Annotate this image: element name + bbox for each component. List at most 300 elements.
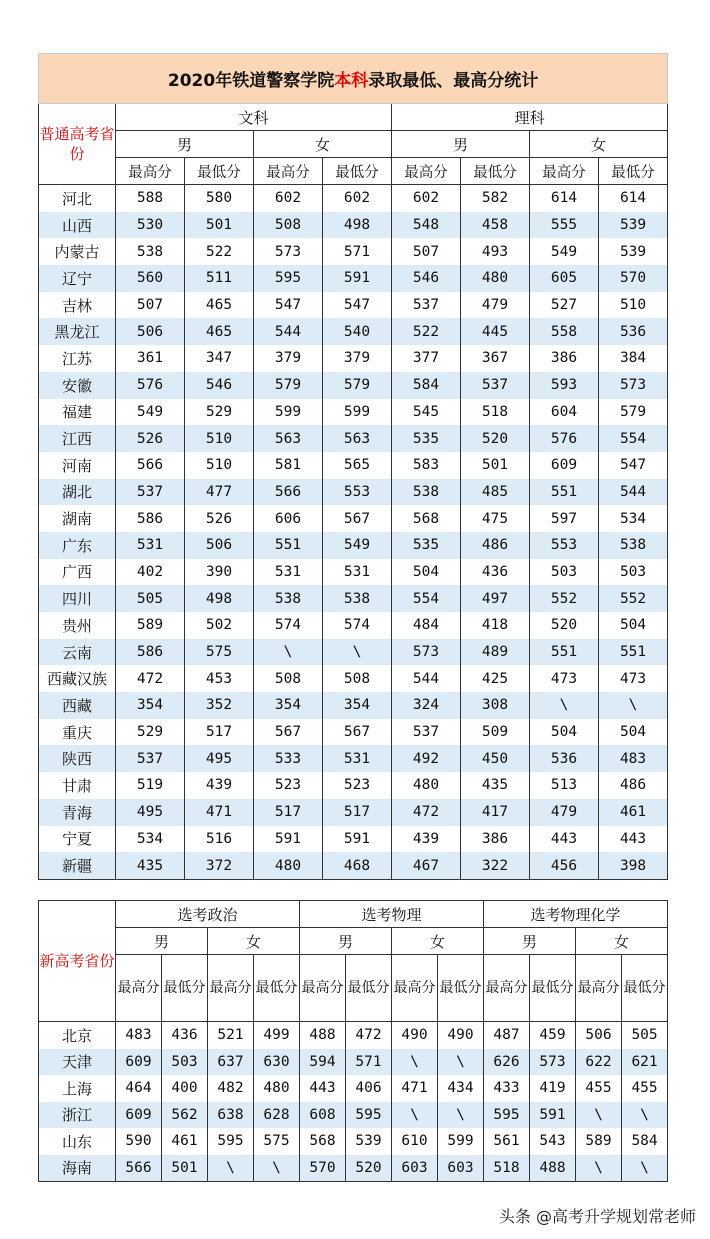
score-cell: 540 [323,318,392,345]
score-cell: 504 [599,612,668,639]
score-cell: 354 [254,692,323,719]
score-cell: 513 [530,772,599,799]
table-row [39,1128,668,1155]
province-cell: 福建 [39,399,116,426]
metric-header: 最高分 [254,158,323,185]
score-cell: 567 [323,505,392,532]
score-cell: 465 [185,318,254,345]
score-cell: 549 [116,399,185,426]
province-cell: 吉林 [39,292,116,319]
score-cell: 547 [599,452,668,479]
table-row [39,826,668,853]
score-cell: 579 [599,399,668,426]
province-cell: 贵州 [39,612,116,639]
watermark: 头条 @高考升学规划常老师 [498,1207,696,1226]
score-cell: 602 [392,185,461,212]
score-cell: 591 [254,826,323,853]
score-cell: 603 [438,1155,484,1182]
score-cell: 595 [254,265,323,292]
score-cell: 398 [599,852,668,879]
score-cell: 591 [530,1102,576,1129]
score-cell: 628 [254,1102,300,1129]
score-cell: 501 [461,452,530,479]
score-cell: 535 [392,425,461,452]
province-cell: 青海 [39,799,116,826]
metric-header: 最高分 [208,955,254,1022]
score-cell: 495 [116,799,185,826]
province-header: 新高考省份 [39,901,116,1022]
score-cell: 523 [254,772,323,799]
table-row [39,719,668,746]
score-cell: 417 [461,799,530,826]
score-cell: 599 [254,399,323,426]
score-cell: 516 [185,826,254,853]
score-cell: 579 [254,372,323,399]
table-row [39,505,668,532]
score-cell: 361 [116,345,185,372]
score-cell: 595 [208,1128,254,1155]
gender-header: 男 [300,928,392,955]
province-cell: 湖南 [39,505,116,532]
score-cell: 565 [323,452,392,479]
score-cell: \ [208,1155,254,1182]
score-cell: 347 [185,345,254,372]
score-cell: 480 [461,265,530,292]
score-cell: 531 [116,532,185,559]
score-cell: 560 [116,265,185,292]
score-cell: 480 [254,1075,300,1102]
score-cell: 568 [300,1128,346,1155]
page-title: 2020年铁道警察学院本科录取最低、最高分统计 [39,54,668,104]
score-cell: \ [392,1049,438,1076]
score-cell: 436 [461,559,530,586]
score-cell: 594 [300,1049,346,1076]
score-cell: 571 [323,238,392,265]
gender-header: 男 [484,928,576,955]
score-cell: 468 [323,852,392,879]
group-header: 选考政治 [116,901,300,928]
score-cell: 308 [461,692,530,719]
score-cell: 477 [185,479,254,506]
score-cell: 533 [254,745,323,772]
score-cell: 475 [461,505,530,532]
province-cell: 黑龙江 [39,318,116,345]
score-cell: 487 [484,1022,530,1049]
score-cell: 576 [530,425,599,452]
score-cell: 608 [300,1102,346,1129]
score-cell: 435 [461,772,530,799]
score-cell: 510 [599,292,668,319]
metric-header: 最高分 [300,955,346,1022]
province-cell: 河南 [39,452,116,479]
score-cell: 503 [162,1049,208,1076]
score-cell: 495 [185,745,254,772]
table-row [39,1049,668,1076]
score-cell: 537 [116,479,185,506]
table-row [39,452,668,479]
score-cell: 523 [323,772,392,799]
score-cell: 599 [438,1128,484,1155]
score-cell: 591 [323,826,392,853]
score-cell: 379 [254,345,323,372]
score-cell: 467 [392,852,461,879]
metric-header: 最高分 [484,955,530,1022]
province-cell: 四川 [39,585,116,612]
metric-header: 最高分 [576,955,622,1022]
table-row [39,532,668,559]
score-cell: 527 [530,292,599,319]
score-cell: 492 [392,745,461,772]
score-cell: \ [599,692,668,719]
score-cell: 354 [323,692,392,719]
gender-header: 女 [208,928,300,955]
score-cell: 583 [392,452,461,479]
score-cell: \ [254,1155,300,1182]
score-cell: 324 [392,692,461,719]
score-cell: 571 [346,1049,392,1076]
score-cell: 606 [254,505,323,532]
score-cell: 482 [208,1075,254,1102]
score-cell: 435 [116,852,185,879]
score-cell: \ [323,639,392,666]
score-cell: 472 [116,665,185,692]
score-cell: 506 [116,318,185,345]
score-cell: 439 [392,826,461,853]
score-cell: 546 [185,372,254,399]
table-row [39,559,668,586]
score-cell: 580 [185,185,254,212]
score-cell: 508 [254,212,323,239]
province-cell: 广东 [39,532,116,559]
score-cell: 504 [530,719,599,746]
score-cell: 517 [254,799,323,826]
score-cell: 595 [484,1102,530,1129]
score-cell: 549 [530,238,599,265]
score-cell: \ [438,1102,484,1129]
score-cell: 379 [323,345,392,372]
score-cell: 567 [254,719,323,746]
province-cell: 宁夏 [39,826,116,853]
score-cell: 367 [461,345,530,372]
score-cell: 534 [116,826,185,853]
score-cell: 551 [530,639,599,666]
score-cell: 498 [323,212,392,239]
score-cell: 544 [392,665,461,692]
metric-header: 最高分 [392,158,461,185]
score-cell: 503 [530,559,599,586]
metric-header: 最高分 [116,158,185,185]
province-cell: 广西 [39,559,116,586]
score-cell: 609 [530,452,599,479]
score-cell: 535 [392,532,461,559]
table-row [39,799,668,826]
province-cell: 重庆 [39,719,116,746]
score-cell: 566 [254,479,323,506]
score-cell: 436 [162,1022,208,1049]
province-cell: 北京 [39,1022,116,1049]
score-cell: 537 [116,745,185,772]
table-row [39,1102,668,1129]
table-row [39,399,668,426]
province-cell: 新疆 [39,852,116,879]
score-cell: 377 [392,345,461,372]
province-cell: 浙江 [39,1102,116,1129]
score-cell: 539 [599,212,668,239]
score-cell: 548 [392,212,461,239]
score-cell: 517 [185,719,254,746]
score-cell: 505 [116,585,185,612]
score-cell: 521 [208,1022,254,1049]
score-cell: 555 [530,212,599,239]
province-cell: 甘肃 [39,772,116,799]
score-cell: 590 [116,1128,162,1155]
score-cell: 354 [116,692,185,719]
score-cell: \ [530,692,599,719]
score-cell: 503 [599,559,668,586]
score-cell: 638 [208,1102,254,1129]
score-cell: 614 [599,185,668,212]
score-cell: 443 [599,826,668,853]
score-cell: 575 [185,639,254,666]
table-row [39,665,668,692]
score-cell: 538 [599,532,668,559]
score-cell: 536 [599,318,668,345]
score-cell: 545 [392,399,461,426]
score-cell: \ [622,1155,668,1182]
score-cell: 575 [254,1128,300,1155]
score-cell: 419 [530,1075,576,1102]
score-cell: 386 [530,345,599,372]
score-cell: 553 [530,532,599,559]
score-cell: 558 [530,318,599,345]
table-row [39,1022,668,1049]
score-cell: 455 [576,1075,622,1102]
score-cell: 465 [185,292,254,319]
table-row [39,318,668,345]
score-cell: 581 [254,452,323,479]
score-cell: 551 [254,532,323,559]
score-cell: 508 [323,665,392,692]
province-cell: 天津 [39,1049,116,1076]
score-cell: 518 [461,399,530,426]
table-row [39,1155,668,1182]
metric-header: 最低分 [254,955,300,1022]
metric-header: 最低分 [461,158,530,185]
score-cell: 543 [530,1128,576,1155]
score-cell: 488 [300,1022,346,1049]
score-cell: 584 [392,372,461,399]
score-cell: 455 [622,1075,668,1102]
score-cell: 433 [484,1075,530,1102]
score-cell: 498 [185,585,254,612]
score-cell: 490 [438,1022,484,1049]
province-cell: 西藏 [39,692,116,719]
table-row [39,372,668,399]
score-cell: 480 [392,772,461,799]
score-cell: 605 [530,265,599,292]
score-cell: 538 [254,585,323,612]
score-cell: 537 [461,372,530,399]
score-cell: 586 [116,639,185,666]
score-cell: 450 [461,745,530,772]
score-cell: 483 [116,1022,162,1049]
score-cell: 522 [392,318,461,345]
score-cell: 593 [530,372,599,399]
table-row [39,612,668,639]
group-header: 文科 [116,104,392,131]
table-row [39,852,668,879]
score-cell: 322 [461,852,530,879]
score-cell: 573 [254,238,323,265]
score-cell: 551 [599,639,668,666]
score-cell: 453 [185,665,254,692]
score-cell: 589 [576,1128,622,1155]
score-cell: 538 [116,238,185,265]
score-cell: 502 [185,612,254,639]
score-cell: 459 [530,1022,576,1049]
score-cell: 570 [300,1155,346,1182]
gender-header: 女 [530,131,668,158]
table-row [39,479,668,506]
score-cell: 547 [254,292,323,319]
score-cell: 485 [461,479,530,506]
title-highlight: 本科 [334,71,369,91]
score-cell: 626 [484,1049,530,1076]
score-cell: 531 [254,559,323,586]
score-cell: 508 [254,665,323,692]
score-cell: 483 [599,745,668,772]
province-cell: 江苏 [39,345,116,372]
score-cell: 561 [484,1128,530,1155]
gender-header: 男 [116,928,208,955]
score-cell: 510 [185,452,254,479]
score-cell: 554 [599,425,668,452]
metric-header: 最低分 [346,955,392,1022]
score-cell: 553 [323,479,392,506]
score-cell: 530 [116,212,185,239]
score-cell: 402 [116,559,185,586]
metric-header: 最低分 [438,955,484,1022]
score-cell: 490 [392,1022,438,1049]
score-cell: 506 [576,1022,622,1049]
score-cell: 576 [116,372,185,399]
score-cell: 499 [254,1022,300,1049]
group-header: 选考物理 [300,901,484,928]
table-row [39,265,668,292]
score-cell: 536 [530,745,599,772]
metric-header: 最低分 [323,158,392,185]
score-cell: 526 [116,425,185,452]
score-cell: 570 [599,265,668,292]
score-cell: 614 [530,185,599,212]
score-cell: 472 [346,1022,392,1049]
score-cell: 621 [622,1049,668,1076]
score-cell: 610 [392,1128,438,1155]
table-row [39,345,668,372]
score-cell: 531 [323,559,392,586]
score-cell: 595 [346,1102,392,1129]
table-row [39,185,668,212]
gender-header: 女 [254,131,392,158]
score-cell: 538 [323,585,392,612]
score-cell: 480 [254,852,323,879]
province-cell: 内蒙古 [39,238,116,265]
score-cell: 563 [323,425,392,452]
score-cell: 473 [599,665,668,692]
admission-table-new-gaokao [38,900,668,1182]
score-cell: 574 [254,612,323,639]
province-cell: 山西 [39,212,116,239]
province-cell: 辽宁 [39,265,116,292]
score-cell: 472 [392,799,461,826]
score-cell: 537 [392,719,461,746]
score-cell: 602 [254,185,323,212]
score-cell: 566 [116,1155,162,1182]
score-cell: \ [576,1102,622,1129]
group-header: 选考物理化学 [484,901,668,928]
score-cell: 602 [323,185,392,212]
score-cell: 534 [599,505,668,532]
metric-header: 最高分 [116,955,162,1022]
score-cell: 539 [346,1128,392,1155]
score-cell: 488 [530,1155,576,1182]
score-cell: 386 [461,826,530,853]
score-cell: 582 [461,185,530,212]
score-cell: 546 [392,265,461,292]
score-cell: 479 [530,799,599,826]
score-cell: 505 [622,1022,668,1049]
score-cell: 589 [116,612,185,639]
score-cell: 400 [162,1075,208,1102]
score-cell: 486 [599,772,668,799]
score-cell: 504 [599,719,668,746]
score-cell: 599 [323,399,392,426]
metric-header: 最低分 [162,955,208,1022]
score-cell: 562 [162,1102,208,1129]
score-cell: 493 [461,238,530,265]
score-cell: 568 [392,505,461,532]
score-cell: 486 [461,532,530,559]
province-cell: 上海 [39,1075,116,1102]
metric-header: 最高分 [392,955,438,1022]
score-cell: \ [438,1049,484,1076]
score-cell: \ [392,1102,438,1129]
score-cell: 637 [208,1049,254,1076]
score-cell: 518 [484,1155,530,1182]
gender-header: 男 [392,131,530,158]
score-cell: 574 [323,612,392,639]
score-cell: 549 [323,532,392,559]
score-cell: 439 [185,772,254,799]
score-cell: \ [622,1102,668,1129]
score-cell: 479 [461,292,530,319]
score-cell: 372 [185,852,254,879]
table-row [39,692,668,719]
table-row [39,745,668,772]
metric-header: 最低分 [622,955,668,1022]
province-cell: 陕西 [39,745,116,772]
province-cell: 安徽 [39,372,116,399]
score-cell: 519 [116,772,185,799]
province-cell: 山东 [39,1128,116,1155]
score-cell: 604 [530,399,599,426]
score-cell: 504 [392,559,461,586]
province-header: 普通高考省份 [39,104,116,185]
score-cell: 456 [530,852,599,879]
gender-header: 男 [116,131,254,158]
score-cell: 489 [461,639,530,666]
score-cell: 586 [116,505,185,532]
